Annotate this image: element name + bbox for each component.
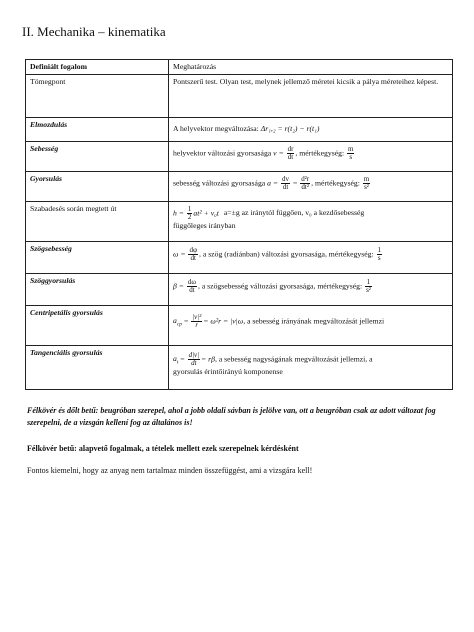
formula: Δr₁,₂ = r(t₂) − r(t₁) xyxy=(260,123,320,133)
table-row xyxy=(26,171,453,201)
denominator: dt² xyxy=(301,182,309,191)
unit-label: , mértékegység: xyxy=(311,178,360,188)
formula-lhs: ω = xyxy=(173,249,186,259)
definition-cell xyxy=(169,141,453,171)
definition-cell xyxy=(169,171,453,201)
definition-text: függőleges irányban xyxy=(173,221,236,231)
denominator: s xyxy=(377,253,381,262)
term-cell: Szöggyorsulás xyxy=(26,273,169,305)
formula-lhs: v = xyxy=(273,148,284,158)
term-cell: Szabadesés során megtett út xyxy=(26,201,169,241)
term-cell: Szögsebesség xyxy=(26,241,169,273)
fraction xyxy=(188,247,198,263)
numerator: 1 xyxy=(366,277,371,286)
definition-cell xyxy=(169,117,453,141)
table-row xyxy=(26,273,453,305)
kinematics-table xyxy=(25,59,453,390)
fraction xyxy=(281,176,290,192)
header-definition: Meghatározás xyxy=(169,60,453,75)
note-bold-italic: Félkövér és dőlt betű: beugróban szerepel, ahol a jobb oldali sávban is jelölve van, ott a beugróban csak az adott változat fog szerepelni, de a vizsgán kellení fog az általános is! xyxy=(27,406,436,427)
equals: = xyxy=(183,316,189,326)
definition-cell xyxy=(169,241,453,273)
formula-lhs: β = xyxy=(173,281,184,291)
header-term: Definiált fogalom xyxy=(26,60,169,75)
definition-cell xyxy=(169,345,453,389)
subscript: cp xyxy=(176,321,183,328)
numerator: 1 xyxy=(377,245,382,254)
numerator: 1 xyxy=(187,204,192,213)
definition-cell xyxy=(169,201,453,241)
denominator: dt xyxy=(287,152,294,161)
table-row xyxy=(26,241,453,273)
denominator: dt xyxy=(190,253,196,262)
note-bold: Félkövér betű: alapvető fogalmak, a tételek mellett ezek szerepelnek kérdésként xyxy=(27,444,299,453)
table-header-row xyxy=(26,60,453,75)
numerator: d²r xyxy=(301,174,310,183)
denominator: dt xyxy=(189,285,195,294)
numerator: dφ xyxy=(189,245,198,254)
subscript: t xyxy=(176,359,179,366)
denominator: dt xyxy=(282,182,289,191)
numerator: dω xyxy=(187,277,196,286)
term-cell: Sebesség xyxy=(26,141,169,171)
table-row xyxy=(26,305,453,345)
unit-label: , mértékegység: xyxy=(295,148,345,158)
definition-cell: Pontszerű test. Olyan test, melynek jellemző méretei kicsik a pálya méreteihez képest. xyxy=(169,74,453,117)
denominator: s xyxy=(349,152,353,161)
definition-text: , a sebesség irányának megváltozását jellemzi xyxy=(243,316,385,326)
page-title: II. Mechanika – kinematika xyxy=(22,24,166,39)
denominator: dt xyxy=(191,358,197,367)
unit-fraction xyxy=(377,247,383,263)
numerator: m xyxy=(363,174,370,183)
definition-text: a=±g az iránytól függően, v₀ a kezdősebesség xyxy=(223,208,365,218)
definition-text: , a sebesség nagyságának megváltozását jellemzi, a xyxy=(214,354,373,364)
term-cell: Tömegpont xyxy=(26,74,169,117)
definition-text: sebesség változási gyorsasága xyxy=(173,178,266,188)
term-cell: Tangenciális gyorsulás xyxy=(26,345,169,389)
denominator: r xyxy=(195,320,199,329)
unit-fraction xyxy=(365,279,372,295)
denominator: s² xyxy=(364,182,369,191)
formula-rest: at² + v₀t xyxy=(193,208,219,218)
formula-lhs xyxy=(173,354,179,366)
unit-fraction xyxy=(347,146,354,162)
numerator: dr xyxy=(287,144,294,153)
formula-lhs: h = xyxy=(173,208,184,218)
table-row xyxy=(26,74,453,117)
table-row xyxy=(26,141,453,171)
definition-text: helyvektor változási gyorsasága xyxy=(173,148,272,158)
symbol: a xyxy=(173,354,177,364)
term-cell: Gyorsulás xyxy=(26,171,169,201)
numerator: dv xyxy=(282,174,290,183)
definition-cell xyxy=(169,305,453,345)
fraction xyxy=(187,206,193,222)
unit-fraction xyxy=(363,176,370,192)
term-cell: Elmozdulás xyxy=(26,117,169,141)
table-row xyxy=(26,201,453,241)
formula-rest: = rβ xyxy=(201,354,215,364)
fraction xyxy=(191,314,202,330)
numerator: |v|² xyxy=(192,312,202,321)
equals: = xyxy=(180,354,185,364)
table-row xyxy=(26,345,453,389)
term-cell: Centripetális gyorsulás xyxy=(26,305,169,345)
numerator: d|v| xyxy=(188,350,200,359)
numerator: m xyxy=(348,144,354,153)
denominator: 2 xyxy=(187,212,192,221)
definition-text: A helyvektor megváltozása: xyxy=(173,123,259,133)
formula-rest: = ω²r = |v|ω xyxy=(203,316,244,326)
fraction xyxy=(188,352,200,368)
definition-text: , a szög (radiánban) változási gyorsasága, mértékegység: xyxy=(199,249,374,259)
fraction xyxy=(300,176,310,192)
fraction xyxy=(187,279,197,295)
note-plain: Fontos kiemelni, hogy az anyag nem tartalmaz minden összefüggést, ami a vizsgára kell! xyxy=(27,466,313,475)
equals: = xyxy=(292,178,298,188)
fraction xyxy=(287,146,295,162)
table-row xyxy=(26,117,453,141)
symbol: a xyxy=(173,316,177,326)
definition-text: , a szögsebesség változási gyorsasága, mértékegység: xyxy=(197,281,363,291)
denominator: s² xyxy=(366,285,371,294)
formula-lhs: a = xyxy=(267,178,279,188)
definition-text: gyorsulás érintőirányú komponense xyxy=(173,367,283,377)
definition-cell xyxy=(169,273,453,305)
formula-lhs xyxy=(173,316,183,328)
